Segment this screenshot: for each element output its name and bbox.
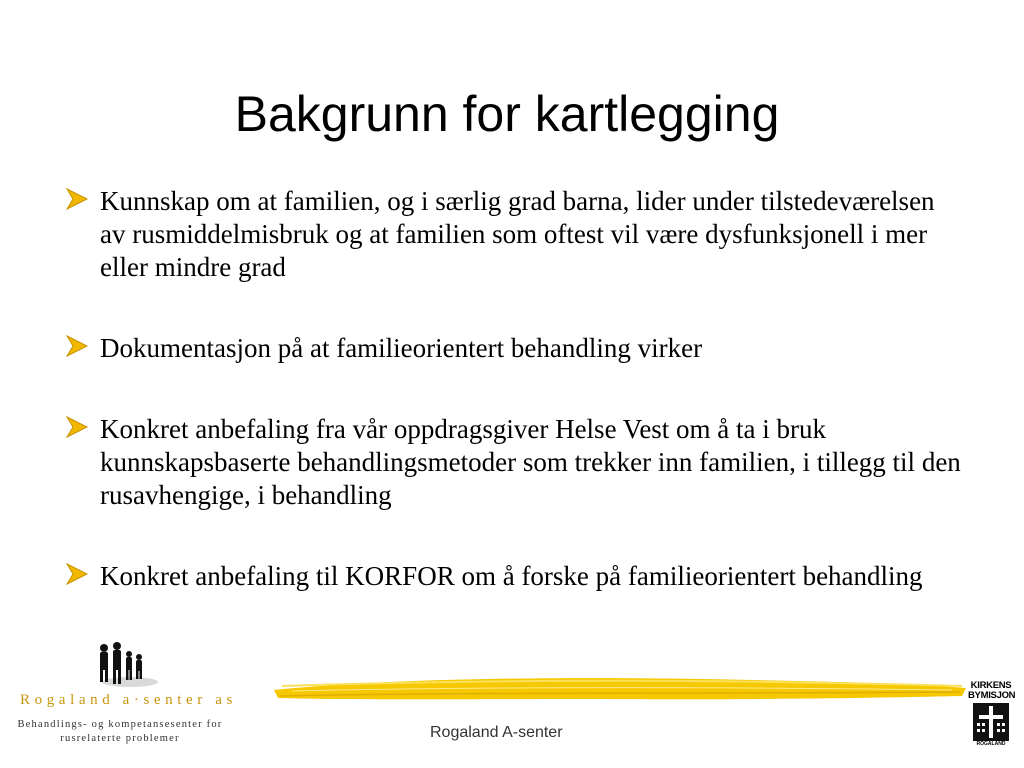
kb-line1: KIRKENS: [970, 680, 1012, 691]
arrow-bullet-icon: [64, 186, 90, 212]
kb-sub: ROGALAND: [976, 741, 1006, 747]
bullet-list: [62, 185, 962, 641]
bullet-item: [62, 560, 962, 593]
footer-text: Rogaland A-senter: [430, 724, 563, 741]
cross-building-icon: [973, 703, 1009, 741]
yellow-brush-stroke: [272, 672, 968, 706]
arrow-bullet-icon: [64, 414, 90, 440]
bullet-item: [62, 413, 962, 512]
bullet-item: [62, 185, 962, 284]
kb-name: [968, 681, 1014, 701]
family-icon: [90, 640, 160, 688]
arrow-bullet-icon: [64, 333, 90, 359]
bullet-text: Konkret anbefaling til KORFOR om å forske på familieorientert behandling: [100, 561, 923, 591]
org-subtitle: Behandlings- og kompetansesenter for rusrelaterte problemer: [17, 719, 223, 744]
bullet-text: Dokumentasjon på at familieorientert behandling virker: [100, 333, 703, 363]
kb-line2: BYMISJON: [968, 690, 1016, 701]
kirkens-bymisjon-logo: [968, 681, 1014, 749]
bullet-item: [62, 332, 962, 365]
arrow-bullet-icon: [64, 561, 90, 587]
org-name: Rogaland a·senter as: [20, 692, 237, 708]
slide-title: Bakgrunn for kartlegging: [234, 86, 780, 142]
rogaland-logo: [0, 640, 270, 750]
bullet-text: Konkret anbefaling fra vår oppdragsgiver Helse Vest om å ta i bruk kunnskapsbaserte behandlingsmetoder som trekker inn familien, i tillegg til den rusavhengige, i behandling: [100, 414, 961, 510]
bullet-text: Kunnskap om at familien, og i særlig grad barna, lider under tilstedeværelsen av rusmiddelmisbruk og at familien som oftest vil være dysfunksjonell i mer eller mindre grad: [100, 186, 935, 282]
